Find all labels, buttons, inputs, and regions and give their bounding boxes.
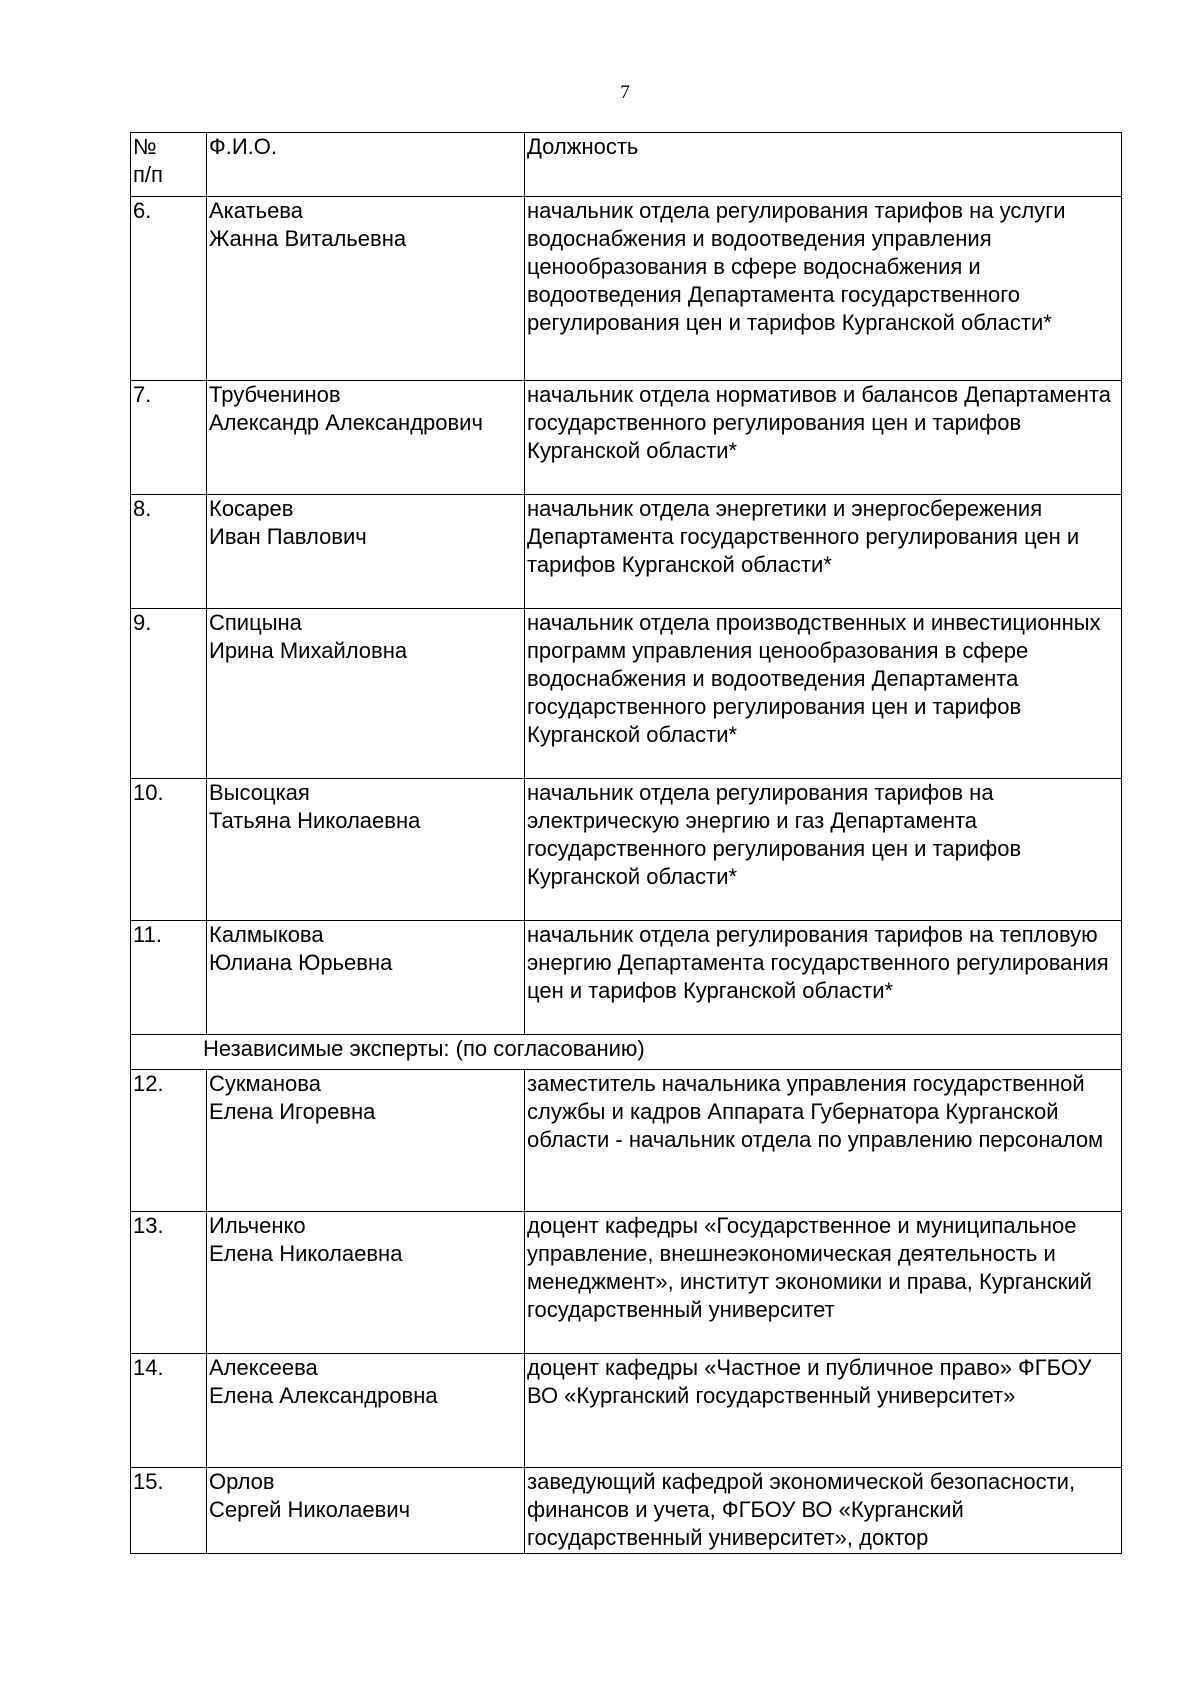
row-surname: Ильченко bbox=[209, 1213, 306, 1238]
header-full-name: Ф.И.О. bbox=[207, 133, 525, 197]
row-given-names: Сергей Николаевич bbox=[209, 1497, 411, 1522]
row-surname: Акатьева bbox=[209, 198, 303, 223]
row-full-name bbox=[207, 921, 525, 1035]
table-row bbox=[131, 1070, 1122, 1212]
row-number: 12. bbox=[131, 1070, 207, 1212]
row-full-name bbox=[207, 197, 525, 381]
row-position: доцент кафедры «Частное и публичное право» ФГБОУ ВО «Курганский государственный университет» bbox=[525, 1354, 1122, 1468]
table-row bbox=[131, 609, 1122, 779]
table-row bbox=[131, 1212, 1122, 1354]
row-position: начальник отдела энергетики и энергосбережения Департамента государственного регулирования цен и тарифов Курганской области* bbox=[525, 495, 1122, 609]
row-position: начальник отдела производственных и инвестиционных программ управления ценообразования в сфере водоснабжения и водоотведения Департамента государственного регулирования цен и тарифов Курганской области* bbox=[525, 609, 1122, 779]
row-position: заведующий кафедрой экономической безопасности, финансов и учета, ФГБОУ ВО «Курганский государственный университет», доктор bbox=[525, 1468, 1122, 1554]
header-position: Должность bbox=[525, 133, 1122, 197]
row-number: 10. bbox=[131, 779, 207, 921]
page-number: 7 bbox=[620, 82, 630, 103]
row-full-name bbox=[207, 779, 525, 921]
table-row bbox=[131, 495, 1122, 609]
row-full-name bbox=[207, 495, 525, 609]
row-surname: Трубченинов bbox=[209, 382, 341, 407]
row-surname: Высоцкая bbox=[209, 780, 310, 805]
row-position: начальник отдела регулирования тарифов на тепловую энергию Департамента государственного регулирования цен и тарифов Курганской области* bbox=[525, 921, 1122, 1035]
row-number: 11. bbox=[131, 921, 207, 1035]
row-number: 6. bbox=[131, 197, 207, 381]
row-position: начальник отдела регулирования тарифов на услуги водоснабжения и водоотведения управления ценообразования в сфере водоснабжения и водоотведения Департамента государственного регулирования цен и тарифов Курганской области* bbox=[525, 197, 1122, 381]
row-full-name bbox=[207, 1354, 525, 1468]
table-row bbox=[131, 921, 1122, 1035]
table-row bbox=[131, 1468, 1122, 1554]
row-position: доцент кафедры «Государственное и муниципальное управление, внешнеэкономическая деятельность и менеджмент», институт экономики и права, Курганский государственный университет bbox=[525, 1212, 1122, 1354]
row-number: 15. bbox=[131, 1468, 207, 1554]
table-row bbox=[131, 197, 1122, 381]
row-given-names: Татьяна Николаевна bbox=[209, 808, 421, 833]
row-full-name bbox=[207, 381, 525, 495]
row-surname: Орлов bbox=[209, 1469, 275, 1494]
row-number: 7. bbox=[131, 381, 207, 495]
row-surname: Алексеева bbox=[209, 1355, 318, 1380]
table-header-row bbox=[131, 133, 1122, 197]
row-full-name bbox=[207, 1070, 525, 1212]
row-given-names: Александр Александрович bbox=[209, 410, 483, 435]
section-title: Независимые эксперты: (по согласованию) bbox=[131, 1035, 1122, 1070]
table-row bbox=[131, 381, 1122, 495]
row-given-names: Елена Александровна bbox=[209, 1383, 438, 1408]
header-number-symbol: № bbox=[133, 134, 157, 159]
row-position: начальник отдела регулирования тарифов на электрическую энергию и газ Департамента государственного регулирования цен и тарифов Курганской области* bbox=[525, 779, 1122, 921]
row-number: 8. bbox=[131, 495, 207, 609]
row-surname: Сукманова bbox=[209, 1071, 321, 1096]
row-given-names: Ирина Михайловна bbox=[209, 638, 408, 663]
commission-members-table bbox=[130, 132, 1122, 1554]
row-given-names: Елена Игоревна bbox=[209, 1099, 376, 1124]
row-surname: Спицына bbox=[209, 610, 302, 635]
table-row bbox=[131, 779, 1122, 921]
row-full-name bbox=[207, 1468, 525, 1554]
table-row bbox=[131, 1354, 1122, 1468]
row-given-names: Елена Николаевна bbox=[209, 1241, 403, 1266]
row-given-names: Юлиана Юрьевна bbox=[209, 950, 393, 975]
row-surname: Калмыкова bbox=[209, 922, 324, 947]
row-number: 9. bbox=[131, 609, 207, 779]
row-full-name bbox=[207, 609, 525, 779]
row-position: начальник отдела нормативов и балансов Департамента государственного регулирования цен и тарифов Курганской области* bbox=[525, 381, 1122, 495]
section-header-row bbox=[131, 1035, 1122, 1070]
header-number bbox=[131, 133, 207, 197]
row-number: 13. bbox=[131, 1212, 207, 1354]
row-surname: Косарев bbox=[209, 496, 294, 521]
row-position: заместитель начальника управления государственной службы и кадров Аппарата Губернатора Курганской области - начальник отдела по управлению персоналом bbox=[525, 1070, 1122, 1212]
row-given-names: Иван Павлович bbox=[209, 524, 367, 549]
row-number: 14. bbox=[131, 1354, 207, 1468]
row-given-names: Жанна Витальевна bbox=[209, 226, 407, 251]
row-full-name bbox=[207, 1212, 525, 1354]
header-number-abbr: п/п bbox=[133, 162, 163, 187]
